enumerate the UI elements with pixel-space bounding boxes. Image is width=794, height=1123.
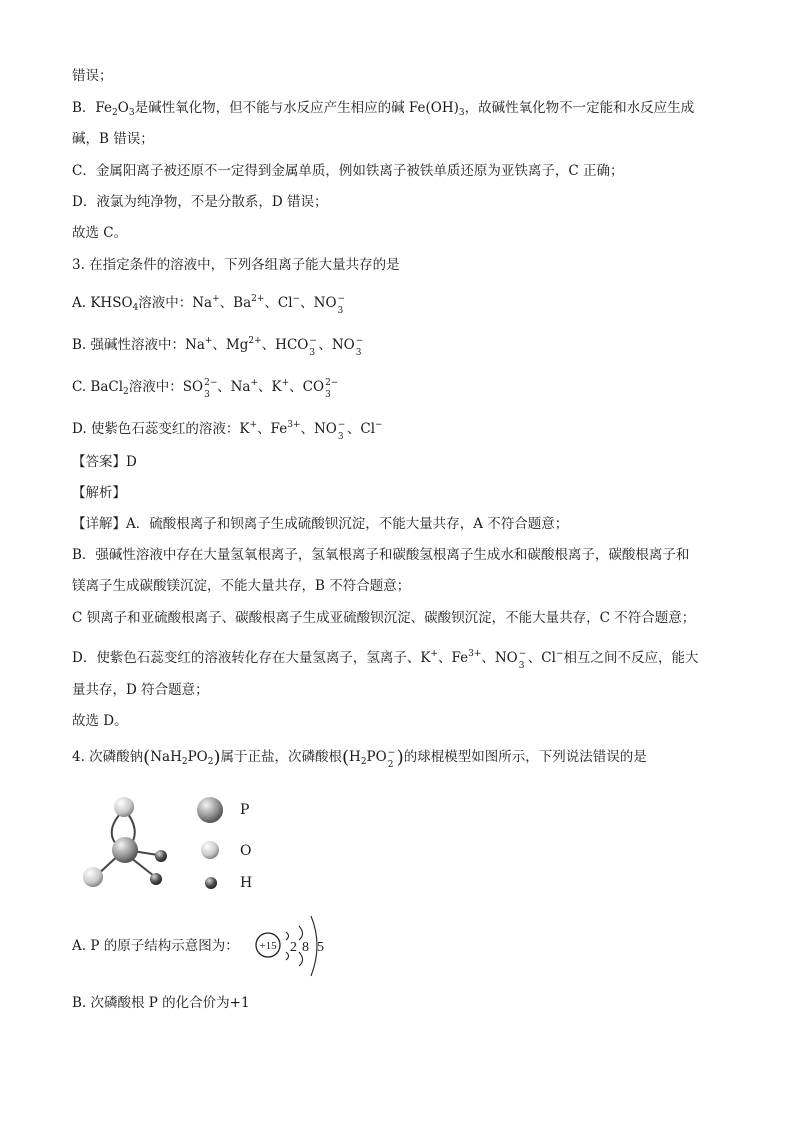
text: 溶液中：SO	[128, 379, 204, 395]
text: 故选 D。	[72, 713, 128, 729]
text: D．液氯为纯净物，不是分散系，D 错误；	[72, 194, 328, 210]
subscript: 2	[360, 757, 367, 767]
text: A. KHSO	[72, 295, 133, 311]
text: 、Cl	[527, 650, 556, 666]
text: 、CO	[289, 379, 325, 395]
text-line	[72, 66, 113, 86]
charge-subscript: − 3	[518, 649, 527, 671]
charge: −	[555, 649, 564, 659]
charge: 3+	[468, 649, 482, 659]
answer-text: 【答案】D	[72, 454, 137, 470]
atom-structure-diagram	[253, 912, 333, 982]
subscript: 3	[458, 108, 465, 118]
text: H	[349, 749, 361, 765]
text: A. P 的原子结构示意图为：	[72, 938, 239, 954]
text: PO	[366, 749, 387, 765]
text: C 钡离子和亚硫酸根离子、碳酸根离子生成亚硫酸钡沉淀、碳酸钡沉淀，不能大量共存，C 不符合题意；	[72, 610, 696, 626]
heading: 【解析】	[72, 485, 126, 501]
hydrogen-atom	[155, 850, 167, 862]
option-4a	[72, 936, 239, 956]
text: 错误；	[72, 68, 113, 84]
text: 碱，B 错误；	[72, 131, 154, 147]
text: 镁离子生成碳酸镁沉淀，不能大量共存，B 不符合题意；	[72, 578, 411, 594]
text-line	[72, 223, 127, 243]
text: NaH	[150, 749, 182, 765]
text: B．强碱性溶液中存在大量氢氧根离子，氢氧根离子和碳酸氢根离子生成水和碳酸根离子，碳酸根离子和	[72, 547, 690, 563]
text: 、Na	[217, 379, 251, 395]
text: 、NO	[300, 421, 337, 437]
text: O	[117, 100, 129, 116]
analysis-heading	[72, 483, 126, 503]
option-b	[72, 331, 365, 358]
option-a	[72, 289, 347, 318]
text: 、NO	[481, 650, 518, 666]
charge: +	[249, 420, 258, 430]
subscript: 2	[112, 108, 118, 118]
text: ，故碱性氧化物不一定能和水反应生成	[464, 100, 695, 116]
legend-label-o: O	[240, 843, 252, 859]
text: 、Cl	[264, 295, 293, 311]
oxygen-atom	[114, 797, 134, 817]
text: 、Fe	[257, 421, 288, 437]
charge-subscript: − 3	[337, 294, 346, 316]
charge-subscript: 2− 3	[325, 378, 339, 400]
text: 的球棍模型如图所示，下列说法错误的是	[403, 749, 647, 765]
text: 、Ba	[219, 295, 252, 311]
shell-2-electrons: 8	[302, 940, 309, 955]
legend-label-p: P	[240, 802, 250, 818]
text: 是碱性氧化物，但不能与水反应产生相应的碱 Fe(OH)	[134, 100, 459, 116]
subscript: 2	[181, 757, 188, 767]
subscript: 2	[207, 757, 214, 767]
shell-1-electrons: 2	[290, 940, 297, 955]
text-line	[72, 161, 623, 181]
option-4b	[72, 993, 250, 1013]
shell-3-electrons: 5	[317, 940, 324, 955]
text: 属于正盐，次磷酸根	[220, 749, 342, 765]
text-line	[72, 545, 689, 565]
hydrogen-atom	[150, 873, 162, 885]
text-line	[72, 129, 154, 149]
text-line	[72, 98, 694, 123]
charge: +	[250, 378, 259, 388]
text: D. 使紫色石蕊变红的溶液：K	[72, 421, 250, 437]
phosphorus-atom	[112, 837, 138, 863]
text: PO	[187, 749, 208, 765]
charge-subscript: 2− 3	[204, 378, 218, 400]
text-line	[72, 644, 699, 671]
charge-subscript: − 3	[309, 336, 317, 358]
text: 、Mg	[212, 337, 249, 353]
text: 、K	[258, 379, 282, 395]
legend-label-h: H	[240, 875, 253, 891]
text: 、NO	[300, 295, 337, 311]
text: 、Cl	[346, 421, 376, 437]
text: B．Fe	[72, 100, 113, 116]
text: 4. 次磷酸钠	[72, 749, 144, 765]
text: 量共存，D 符合题意；	[72, 682, 209, 698]
option-c	[72, 373, 338, 402]
text: 相互之间不反应，能大	[563, 650, 699, 666]
charge: −	[375, 420, 383, 430]
text: 故选 C。	[72, 225, 128, 241]
charge: −	[292, 294, 301, 304]
question-3	[72, 255, 400, 275]
option-d	[72, 415, 383, 442]
answer-line	[72, 452, 137, 472]
charge: 2+	[251, 294, 265, 304]
legend-o-ball	[201, 841, 219, 859]
legend-h-ball	[205, 877, 217, 889]
text: B. 强碱性溶液中：Na	[72, 337, 205, 353]
text-line	[72, 576, 410, 596]
text: 、NO	[318, 337, 355, 353]
text-line	[72, 680, 209, 700]
text-line	[72, 608, 695, 628]
charge: 2+	[248, 336, 262, 346]
text: 溶液中：Na	[138, 295, 213, 311]
text: D．使紫色石蕊变红的溶液转化存在大量氢离子，氢离子、K	[72, 650, 431, 666]
subscript: 2	[123, 387, 129, 397]
question-text: 3. 在指定条件的溶液中，下列各组离子能大量共存的是	[72, 257, 400, 273]
charge: +	[204, 336, 213, 346]
charge: +	[430, 649, 438, 659]
subscript: 3	[128, 108, 135, 118]
text: 、HCO	[261, 337, 309, 353]
question-4: 4. 次磷酸钠$(NaH_2PO_2)$属于正盐，次磷酸根($H_2PO$ − 2 )的球棍模型如图所示，下列说法错误的是	[72, 747, 647, 770]
text-line	[72, 192, 327, 212]
text: C. BaCl	[72, 379, 124, 395]
legend-p-ball	[197, 797, 223, 823]
text: 【详解】A．硫酸根离子和钡离子生成硫酸钡沉淀，不能大量共存，A 不符合题意；	[72, 516, 569, 532]
charge-subscript: − 3	[355, 336, 364, 358]
nucleus-label: +15	[259, 940, 277, 952]
charge-subscript: − 2	[387, 748, 396, 770]
charge: +	[212, 294, 220, 304]
charge-subscript: − 3	[337, 420, 346, 442]
text: B. 次磷酸根 P 的化合价为+1	[72, 995, 250, 1011]
subscript: 4	[132, 303, 139, 313]
text: 、Fe	[437, 650, 469, 666]
text: C．金属阳离子被还原不一定得到金属单质，例如铁离子被铁单质还原为亚铁离子，C 正确；	[72, 163, 624, 179]
charge: 3+	[287, 420, 301, 430]
text-line	[72, 514, 568, 534]
text-line	[72, 711, 128, 731]
oxygen-atom	[83, 867, 103, 887]
charge: +	[281, 378, 290, 388]
